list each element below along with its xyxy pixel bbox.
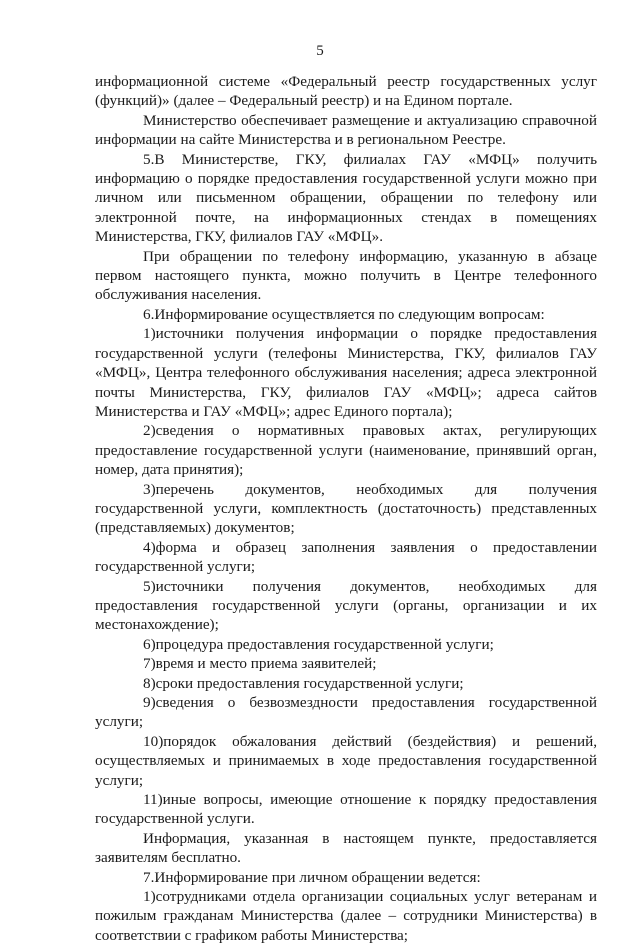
paragraph: 1)источники получения информации о порядке предоставления государственной услуги (телефоны Министерства, ГКУ, филиалов ГАУ «МФЦ», Центра телефонного обслуживания населения; адреса электронной почты Министерства, ГКУ, филиалов ГАУ «МФЦ»; адреса сайтов Министерства и ГАУ «МФЦ»; адрес Единого портала); — [95, 325, 597, 420]
paragraph: 11)иные вопросы, имеющие отношение к порядку предоставления государственной услуги. — [95, 791, 597, 828]
paragraph: 2)сведения о нормативных правовых актах, регулирующих предоставление государственной услуги (наименование, принявший орган, номер, дата принятия); — [95, 422, 597, 479]
paragraph: 9)сведения о безвозмездности предоставления государственной услуги; — [95, 694, 597, 731]
paragraph: 4)форма и образец заполнения заявления о предоставлении государственной услуги; — [95, 538, 597, 576]
paragraph: 7.Информирование при личном обращении ведется: — [143, 868, 481, 886]
document-body — [95, 72, 597, 945]
paragraph: 10)порядок обжалования действий (бездействия) и решений, осуществляемых и принимаемых в ходе предоставления государственной услуги; — [95, 732, 597, 789]
paragraph: 1)сотрудниками отдела организации социальных услуг ветеранам и пожилым гражданам Министерства (далее – сотрудники Министерства) в соответствии с графиком работы Министерства; — [95, 888, 597, 944]
paragraph: 8)сроки предоставления государственной услуги; — [143, 674, 464, 692]
page-number: 5 — [316, 43, 324, 59]
paragraph: 5.В Министерстве, ГКУ, филиалах ГАУ «МФЦ» получить информацию о порядке предоставления государственной услуги можно при личном или письменном обращении, обращении по телефону или электронной почте, на информационных стендах в помещениях Министерства, ГКУ, филиалов ГАУ «МФЦ». — [95, 150, 597, 246]
paragraph: 5)источники получения документов, необходимых для предоставления государственной услуги (органы, организации и их местонахождение); — [95, 577, 597, 634]
paragraph: 7)время и место приема заявителей; — [143, 655, 377, 673]
paragraph: 6.Информирование осуществляется по следующим вопросам: — [143, 305, 545, 323]
paragraph: Министерство обеспечивает размещение и актуализацию справочной информации на сайте Министерства и в региональном Реестре. — [95, 111, 597, 149]
paragraph: 3)перечень документов, необходимых для получения государственной услуги, комплектность (достаточность) представленных (представляемых) документов; — [95, 480, 597, 537]
paragraph: При обращении по телефону информацию, указанную в абзаце первом настоящего пункта, можно получить в Центре телефонного обслуживания населения. — [95, 247, 597, 304]
paragraph: информационной системе «Федеральный реестр государственных услуг (функций)» (далее – Федеральный реестр) и на Едином портале. — [95, 73, 597, 110]
paragraph: 6)процедура предоставления государственной услуги; — [143, 635, 494, 653]
paragraph: Информация, указанная в настоящем пункте, предоставляется заявителям бесплатно. — [95, 829, 597, 867]
